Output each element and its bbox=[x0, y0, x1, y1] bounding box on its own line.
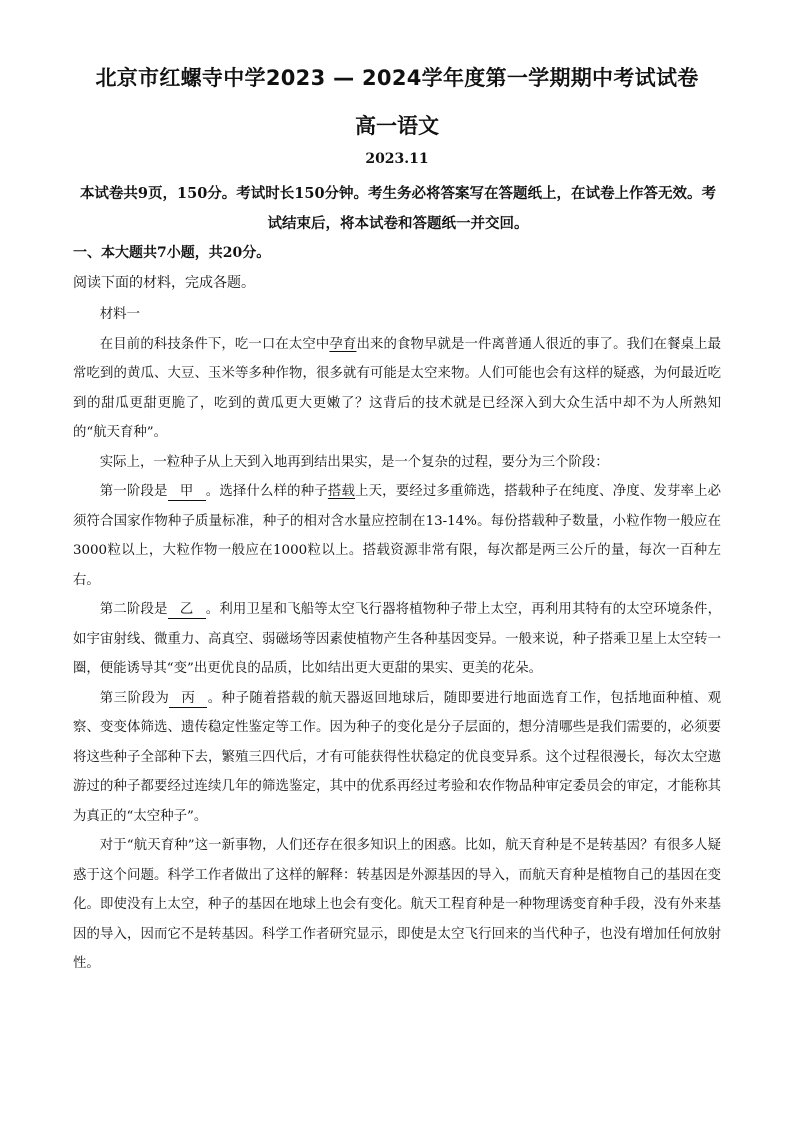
blank-bing: 丙 bbox=[169, 691, 207, 708]
text-run: 。选择什么样的种子 bbox=[205, 484, 328, 499]
text-run: 在目前的科技条件下，吃一口在太空中 bbox=[99, 336, 330, 352]
exam-date: 2023.11 bbox=[365, 151, 429, 167]
material-label: 材料一 bbox=[99, 307, 140, 322]
text-run: 上天，要经过多重筛选，搭载种子在纯度、净度、发芽率上必须符合国家作物种子质量标准，种子的相对含水量应控制在13-14%。每份搭载种子数量，小粒作物一般应在3000粒以上，大粒作物一般应在1000粒以上。搭载资源非常有限，每次都是两三公斤的量，每次一百种左右。 bbox=[73, 484, 722, 588]
section-intro: 阅读下面的材料，完成各题。 bbox=[73, 275, 255, 291]
blank-jia: 甲 bbox=[168, 484, 206, 501]
blank-yi: 乙 bbox=[168, 602, 206, 619]
text-run: 。种子随着搭载的航天器返回地球后，随即要进行地面选育工作，包括地面种植、观察、变变体筛选、遗传稳定性鉴定等工作。因为种子的变化是分子层面的，想分清哪些是我们需要的，必须要将这些种子全部种下去，繁殖三四代后，才有可能获得性状稳定的优良变异系。这个过程很漫长，每次太空遨游过的种子都要经过连续几年的筛选鉴定，其中的优系再经过考验和农作物品种审定委员会的审定，才能称其为真正的“太空种子”。 bbox=[73, 690, 722, 824]
paragraph-1 bbox=[73, 330, 721, 448]
underlined-word: 孕育 bbox=[329, 336, 357, 352]
text-run: 。利用卫星和飞船等太空飞行器将植物种子带上太空，再利用其特有的太空环境条件，如宇宙射线、微重力、高真空、弱磁场等因素使植物产生各种基因变异。一般来说，种子搭乘卫星上太空转一圈，便能诱导其“变”出更优良的品质，比如结出更大更甜的果实、更美的花朵。 bbox=[73, 602, 722, 676]
exam-subject: 高一语文 bbox=[355, 114, 439, 138]
text-run: 第三阶段为 bbox=[99, 690, 170, 706]
text-run: 第二阶段是 bbox=[99, 602, 168, 617]
paragraph-5 bbox=[73, 684, 721, 832]
paragraph-4 bbox=[73, 595, 721, 684]
text-run: 出来的食物早就是一件离普通人很近的事了。我们在餐桌上最常吃到的黄瓜、大豆、玉米等多种作物，很多就有可能是太空来物。人们可能也会有这样的疑惑，为何最近吃到的甜瓜更甜更脆了，吃到的黄瓜更大更嫩了？这背后的技术就是已经深入到大众生活中却不为人所熟知的“航天育种”。 bbox=[73, 336, 722, 440]
text-run: 第一阶段是 bbox=[99, 484, 168, 499]
material-body bbox=[73, 300, 721, 979]
paragraph-3 bbox=[73, 477, 721, 595]
exam-title: 北京市红螺寺中学2023 — 2024学年度第一学期期中考试试卷 bbox=[95, 66, 699, 90]
underlined-word: 搭载 bbox=[327, 484, 356, 499]
paragraph-6: 对于“航天育种”这一新事物，人们还存在很多知识上的困惑。比如，航天育种是不是转基因？有很多人疑惑于这个问题。科学工作者做出了这样的解释：转基因是外源基因的导入，而航天育种是植物自己的基因在变化。即使没有上太空，种子的基因在地球上也会有变化。航天工程育种是一种物理诱变育种手段，没有外来基因的导入，因而它不是转基因。科学工作者研究显示，即使是太空飞行回来的当代种子，也没有增加任何放射性。 bbox=[73, 838, 721, 971]
paragraph-2: 实际上，一粒种子从上天到入地再到结出果实，是一个复杂的过程，要分为三个阶段： bbox=[99, 454, 609, 470]
exam-instructions: 本试卷共9页，150分。考试时长150分钟。考生务必将答案写在答题纸上，在试卷上作答无效。考试结束后，将本试卷和答题纸一并交回。 bbox=[79, 185, 717, 232]
section-heading: 一、本大题共7小题，共20分。 bbox=[73, 245, 271, 261]
